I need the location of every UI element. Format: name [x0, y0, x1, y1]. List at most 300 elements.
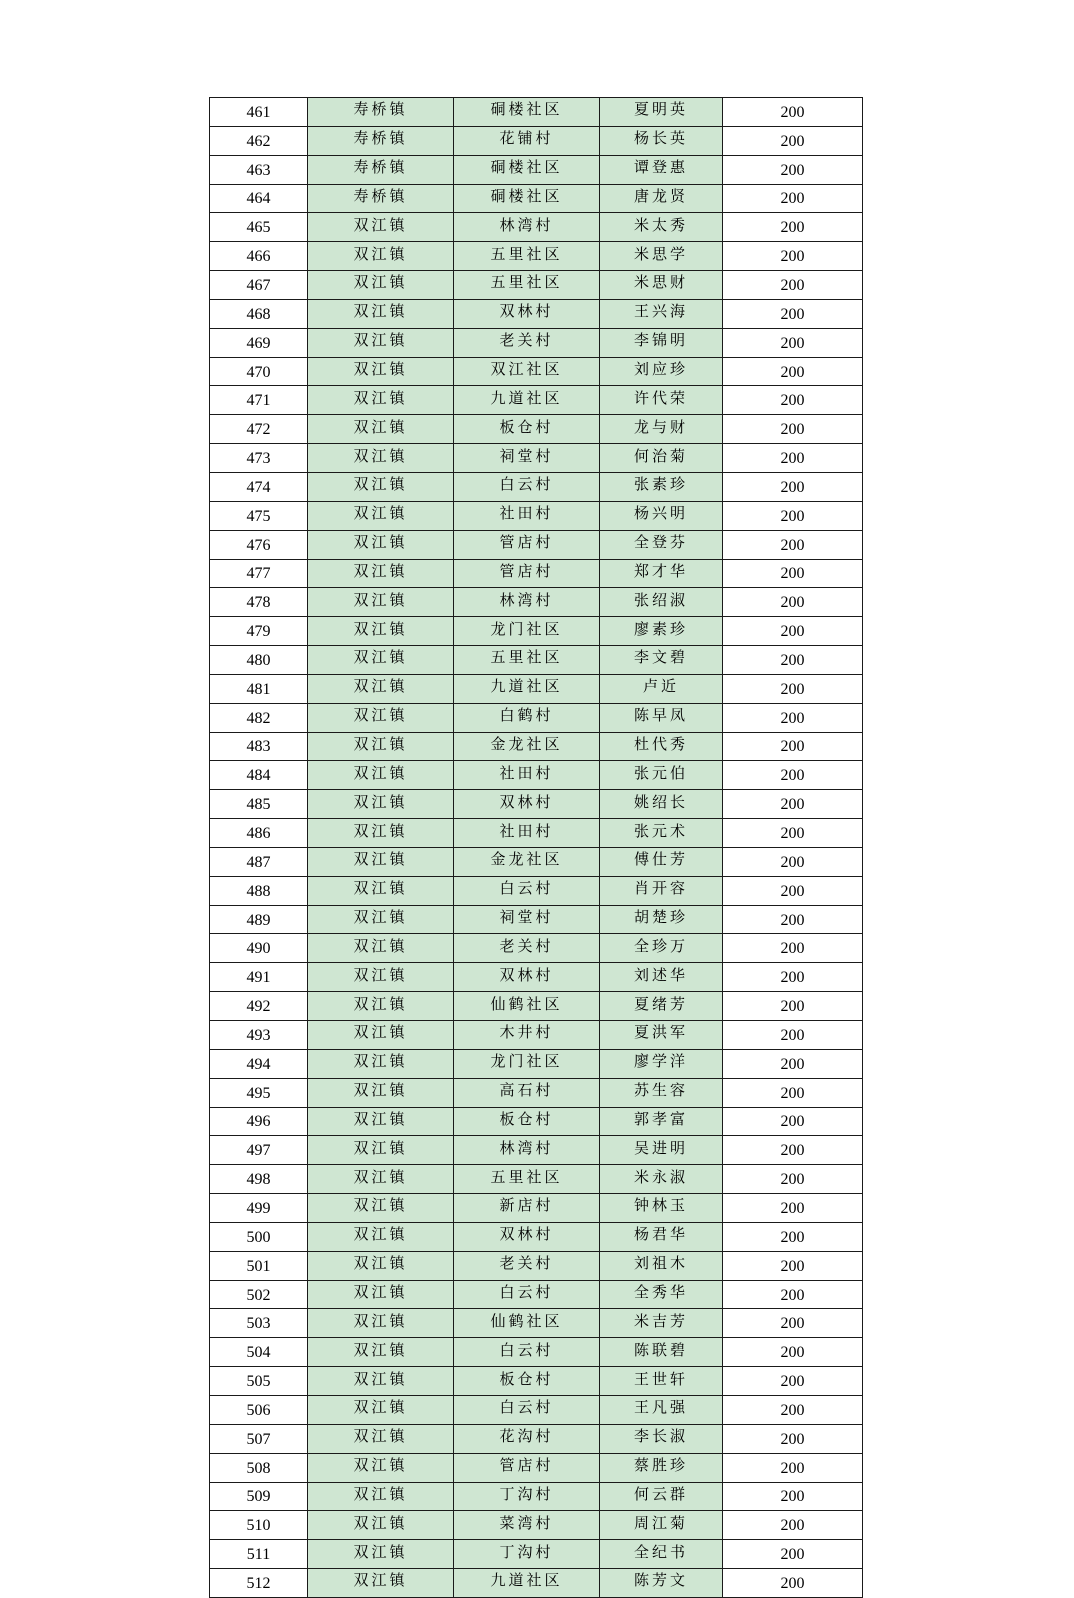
name-cell: 肖开容	[600, 876, 723, 905]
row-number-cell: 504	[210, 1338, 308, 1367]
amount-cell: 200	[723, 242, 863, 271]
village-cell: 仙鹤社区	[454, 1309, 600, 1338]
amount-cell: 200	[723, 1049, 863, 1078]
amount-cell: 200	[723, 1194, 863, 1223]
row-number-cell: 477	[210, 559, 308, 588]
village-cell: 花沟村	[454, 1424, 600, 1453]
table-row	[210, 184, 863, 213]
table-row	[210, 328, 863, 357]
row-number-cell: 511	[210, 1540, 308, 1569]
amount-cell: 200	[723, 328, 863, 357]
row-number-cell: 476	[210, 530, 308, 559]
table-row	[210, 1482, 863, 1511]
village-cell: 双江社区	[454, 357, 600, 386]
table-row	[210, 1453, 863, 1482]
name-cell: 夏洪军	[600, 1021, 723, 1050]
town-cell: 双江镇	[308, 1569, 454, 1598]
name-cell: 米吉芳	[600, 1309, 723, 1338]
amount-cell: 200	[723, 1511, 863, 1540]
town-cell: 双江镇	[308, 1453, 454, 1482]
row-number-cell: 474	[210, 472, 308, 501]
village-cell: 社田村	[454, 761, 600, 790]
town-cell: 双江镇	[308, 530, 454, 559]
town-cell: 双江镇	[308, 559, 454, 588]
name-cell: 郑才华	[600, 559, 723, 588]
amount-cell: 200	[723, 617, 863, 646]
town-cell: 寿桥镇	[308, 98, 454, 127]
table-row	[210, 617, 863, 646]
town-cell: 双江镇	[308, 1395, 454, 1424]
town-cell: 双江镇	[308, 357, 454, 386]
village-cell: 菜湾村	[454, 1511, 600, 1540]
table-row	[210, 501, 863, 530]
table-row	[210, 1424, 863, 1453]
table-row	[210, 646, 863, 675]
table-row	[210, 703, 863, 732]
village-cell: 祠堂村	[454, 444, 600, 473]
amount-cell: 200	[723, 732, 863, 761]
name-cell: 全纪书	[600, 1540, 723, 1569]
row-number-cell: 473	[210, 444, 308, 473]
name-cell: 全登芬	[600, 530, 723, 559]
town-cell: 双江镇	[308, 1540, 454, 1569]
name-cell: 全珍万	[600, 934, 723, 963]
row-number-cell: 483	[210, 732, 308, 761]
amount-cell: 200	[723, 415, 863, 444]
village-cell: 九道社区	[454, 1569, 600, 1598]
name-cell: 许代荣	[600, 386, 723, 415]
name-cell: 周江菊	[600, 1511, 723, 1540]
table-row	[210, 271, 863, 300]
row-number-cell: 472	[210, 415, 308, 444]
table-row	[210, 155, 863, 184]
amount-cell: 200	[723, 1222, 863, 1251]
table-row	[210, 790, 863, 819]
name-cell: 王世轩	[600, 1367, 723, 1396]
name-cell: 张元伯	[600, 761, 723, 790]
name-cell: 郭孝富	[600, 1107, 723, 1136]
village-cell: 木井村	[454, 1021, 600, 1050]
town-cell: 双江镇	[308, 963, 454, 992]
village-cell: 祠堂村	[454, 905, 600, 934]
village-cell: 老关村	[454, 934, 600, 963]
village-cell: 金龙社区	[454, 732, 600, 761]
name-cell: 傅仕芳	[600, 847, 723, 876]
name-cell: 何云群	[600, 1482, 723, 1511]
town-cell: 寿桥镇	[308, 184, 454, 213]
village-cell: 丁沟村	[454, 1540, 600, 1569]
row-number-cell: 512	[210, 1569, 308, 1598]
town-cell: 双江镇	[308, 1165, 454, 1194]
village-cell: 九道社区	[454, 386, 600, 415]
amount-cell: 200	[723, 876, 863, 905]
town-cell: 双江镇	[308, 847, 454, 876]
town-cell: 双江镇	[308, 905, 454, 934]
row-number-cell: 461	[210, 98, 308, 127]
amount-cell: 200	[723, 1165, 863, 1194]
village-cell: 双林村	[454, 1222, 600, 1251]
row-number-cell: 495	[210, 1078, 308, 1107]
row-number-cell: 482	[210, 703, 308, 732]
row-number-cell: 462	[210, 126, 308, 155]
amount-cell: 200	[723, 126, 863, 155]
village-cell: 白鹤村	[454, 703, 600, 732]
row-number-cell: 506	[210, 1395, 308, 1424]
village-cell: 老关村	[454, 1251, 600, 1280]
table-row	[210, 1569, 863, 1598]
amount-cell: 200	[723, 790, 863, 819]
amount-cell: 200	[723, 1453, 863, 1482]
village-cell: 管店村	[454, 1453, 600, 1482]
amount-cell: 200	[723, 444, 863, 473]
town-cell: 双江镇	[308, 992, 454, 1021]
table-row	[210, 1251, 863, 1280]
town-cell: 双江镇	[308, 271, 454, 300]
name-cell: 龙与财	[600, 415, 723, 444]
amount-cell: 200	[723, 299, 863, 328]
amount-cell: 200	[723, 905, 863, 934]
table-row	[210, 819, 863, 848]
amount-cell: 200	[723, 357, 863, 386]
row-number-cell: 494	[210, 1049, 308, 1078]
row-number-cell: 470	[210, 357, 308, 386]
name-cell: 张素珍	[600, 472, 723, 501]
village-cell: 林湾村	[454, 588, 600, 617]
row-number-cell: 486	[210, 819, 308, 848]
row-number-cell: 465	[210, 213, 308, 242]
amount-cell: 200	[723, 1280, 863, 1309]
row-number-cell: 463	[210, 155, 308, 184]
amount-cell: 200	[723, 934, 863, 963]
village-cell: 白云村	[454, 472, 600, 501]
row-number-cell: 484	[210, 761, 308, 790]
table-row	[210, 1395, 863, 1424]
amount-cell: 200	[723, 1482, 863, 1511]
row-number-cell: 491	[210, 963, 308, 992]
table-row	[210, 530, 863, 559]
name-cell: 钟林玉	[600, 1194, 723, 1223]
village-cell: 新店村	[454, 1194, 600, 1223]
town-cell: 双江镇	[308, 386, 454, 415]
town-cell: 双江镇	[308, 1078, 454, 1107]
amount-cell: 200	[723, 703, 863, 732]
table-row	[210, 1309, 863, 1338]
row-number-cell: 487	[210, 847, 308, 876]
name-cell: 杨长英	[600, 126, 723, 155]
row-number-cell: 492	[210, 992, 308, 1021]
table-row	[210, 559, 863, 588]
row-number-cell: 498	[210, 1165, 308, 1194]
name-cell: 陈芳文	[600, 1569, 723, 1598]
name-cell: 米太秀	[600, 213, 723, 242]
table-row	[210, 357, 863, 386]
row-number-cell: 496	[210, 1107, 308, 1136]
town-cell: 双江镇	[308, 790, 454, 819]
town-cell: 双江镇	[308, 1049, 454, 1078]
village-cell: 硐楼社区	[454, 155, 600, 184]
town-cell: 双江镇	[308, 1194, 454, 1223]
table-row	[210, 472, 863, 501]
name-cell: 张绍淑	[600, 588, 723, 617]
amount-cell: 200	[723, 819, 863, 848]
table-row	[210, 213, 863, 242]
row-number-cell: 510	[210, 1511, 308, 1540]
table-row	[210, 963, 863, 992]
town-cell: 双江镇	[308, 1251, 454, 1280]
town-cell: 双江镇	[308, 213, 454, 242]
row-number-cell: 469	[210, 328, 308, 357]
name-cell: 杜代秀	[600, 732, 723, 761]
town-cell: 双江镇	[308, 1021, 454, 1050]
town-cell: 寿桥镇	[308, 155, 454, 184]
village-cell: 板仓村	[454, 1107, 600, 1136]
table-row	[210, 415, 863, 444]
town-cell: 双江镇	[308, 588, 454, 617]
table-row	[210, 444, 863, 473]
town-cell: 双江镇	[308, 819, 454, 848]
row-number-cell: 489	[210, 905, 308, 934]
table-row	[210, 588, 863, 617]
name-cell: 廖素珍	[600, 617, 723, 646]
table-row	[210, 1078, 863, 1107]
name-cell: 胡楚珍	[600, 905, 723, 934]
row-number-cell: 466	[210, 242, 308, 271]
village-cell: 社田村	[454, 501, 600, 530]
village-cell: 丁沟村	[454, 1482, 600, 1511]
amount-cell: 200	[723, 1395, 863, 1424]
amount-cell: 200	[723, 184, 863, 213]
table-row	[210, 992, 863, 1021]
name-cell: 陈联碧	[600, 1338, 723, 1367]
row-number-cell: 478	[210, 588, 308, 617]
amount-cell: 200	[723, 1569, 863, 1598]
name-cell: 何治菊	[600, 444, 723, 473]
village-cell: 板仓村	[454, 1367, 600, 1396]
row-number-cell: 471	[210, 386, 308, 415]
row-number-cell: 475	[210, 501, 308, 530]
row-number-cell: 485	[210, 790, 308, 819]
amount-cell: 200	[723, 761, 863, 790]
name-cell: 米永淑	[600, 1165, 723, 1194]
town-cell: 双江镇	[308, 1107, 454, 1136]
table-row	[210, 1511, 863, 1540]
amount-cell: 200	[723, 213, 863, 242]
table-row	[210, 386, 863, 415]
table-row	[210, 1280, 863, 1309]
town-cell: 双江镇	[308, 674, 454, 703]
town-cell: 双江镇	[308, 646, 454, 675]
name-cell: 刘祖木	[600, 1251, 723, 1280]
row-number-cell: 464	[210, 184, 308, 213]
row-number-cell: 497	[210, 1136, 308, 1165]
table-row	[210, 299, 863, 328]
name-cell: 王凡强	[600, 1395, 723, 1424]
amount-cell: 200	[723, 963, 863, 992]
row-number-cell: 501	[210, 1251, 308, 1280]
table-row	[210, 934, 863, 963]
amount-cell: 200	[723, 992, 863, 1021]
row-number-cell: 479	[210, 617, 308, 646]
amount-cell: 200	[723, 1021, 863, 1050]
amount-cell: 200	[723, 1136, 863, 1165]
village-cell: 板仓村	[454, 415, 600, 444]
table-row	[210, 126, 863, 155]
name-cell: 全秀华	[600, 1280, 723, 1309]
village-cell: 林湾村	[454, 213, 600, 242]
town-cell: 双江镇	[308, 444, 454, 473]
name-cell: 张元术	[600, 819, 723, 848]
amount-cell: 200	[723, 501, 863, 530]
name-cell: 陈早凤	[600, 703, 723, 732]
village-cell: 白云村	[454, 1280, 600, 1309]
name-cell: 谭登惠	[600, 155, 723, 184]
table-row	[210, 1021, 863, 1050]
village-cell: 五里社区	[454, 1165, 600, 1194]
village-cell: 硐楼社区	[454, 98, 600, 127]
name-cell: 米思财	[600, 271, 723, 300]
village-cell: 高石村	[454, 1078, 600, 1107]
village-cell: 五里社区	[454, 271, 600, 300]
table-row	[210, 761, 863, 790]
village-cell: 五里社区	[454, 242, 600, 271]
name-cell: 刘应珍	[600, 357, 723, 386]
table-row	[210, 1165, 863, 1194]
row-number-cell: 509	[210, 1482, 308, 1511]
town-cell: 双江镇	[308, 1424, 454, 1453]
row-number-cell: 481	[210, 674, 308, 703]
data-table	[209, 97, 863, 1598]
table-row	[210, 905, 863, 934]
name-cell: 刘述华	[600, 963, 723, 992]
town-cell: 双江镇	[308, 876, 454, 905]
name-cell: 米思学	[600, 242, 723, 271]
name-cell: 夏绪芳	[600, 992, 723, 1021]
village-cell: 管店村	[454, 559, 600, 588]
amount-cell: 200	[723, 1367, 863, 1396]
town-cell: 双江镇	[308, 934, 454, 963]
village-cell: 硐楼社区	[454, 184, 600, 213]
town-cell: 双江镇	[308, 1367, 454, 1396]
amount-cell: 200	[723, 1540, 863, 1569]
row-number-cell: 468	[210, 299, 308, 328]
town-cell: 双江镇	[308, 732, 454, 761]
name-cell: 李锦明	[600, 328, 723, 357]
village-cell: 五里社区	[454, 646, 600, 675]
name-cell: 王兴海	[600, 299, 723, 328]
row-number-cell: 507	[210, 1424, 308, 1453]
name-cell: 李长淑	[600, 1424, 723, 1453]
name-cell: 吴进明	[600, 1136, 723, 1165]
village-cell: 龙门社区	[454, 617, 600, 646]
row-number-cell: 467	[210, 271, 308, 300]
table-row	[210, 1136, 863, 1165]
table-row	[210, 1107, 863, 1136]
town-cell: 双江镇	[308, 1280, 454, 1309]
town-cell: 双江镇	[308, 328, 454, 357]
amount-cell: 200	[723, 530, 863, 559]
row-number-cell: 505	[210, 1367, 308, 1396]
town-cell: 双江镇	[308, 1338, 454, 1367]
town-cell: 双江镇	[308, 1511, 454, 1540]
amount-cell: 200	[723, 674, 863, 703]
name-cell: 苏生容	[600, 1078, 723, 1107]
amount-cell: 200	[723, 1078, 863, 1107]
village-cell: 双林村	[454, 790, 600, 819]
row-number-cell: 488	[210, 876, 308, 905]
village-cell: 社田村	[454, 819, 600, 848]
town-cell: 寿桥镇	[308, 126, 454, 155]
village-cell: 林湾村	[454, 1136, 600, 1165]
village-cell: 老关村	[454, 328, 600, 357]
row-number-cell: 490	[210, 934, 308, 963]
amount-cell: 200	[723, 1251, 863, 1280]
town-cell: 双江镇	[308, 761, 454, 790]
amount-cell: 200	[723, 1107, 863, 1136]
row-number-cell: 502	[210, 1280, 308, 1309]
table-row	[210, 674, 863, 703]
table-row	[210, 1540, 863, 1569]
town-cell: 双江镇	[308, 415, 454, 444]
table-row	[210, 732, 863, 761]
village-cell: 白云村	[454, 1395, 600, 1424]
amount-cell: 200	[723, 155, 863, 184]
table-row	[210, 1222, 863, 1251]
row-number-cell: 500	[210, 1222, 308, 1251]
amount-cell: 200	[723, 588, 863, 617]
table-body	[210, 98, 863, 1598]
table-row	[210, 1049, 863, 1078]
name-cell: 夏明英	[600, 98, 723, 127]
town-cell: 双江镇	[308, 472, 454, 501]
name-cell: 廖学洋	[600, 1049, 723, 1078]
table-row	[210, 242, 863, 271]
amount-cell: 200	[723, 559, 863, 588]
row-number-cell: 480	[210, 646, 308, 675]
row-number-cell: 508	[210, 1453, 308, 1482]
village-cell: 九道社区	[454, 674, 600, 703]
village-cell: 双林村	[454, 963, 600, 992]
town-cell: 双江镇	[308, 1136, 454, 1165]
table-row	[210, 98, 863, 127]
village-cell: 白云村	[454, 1338, 600, 1367]
town-cell: 双江镇	[308, 1222, 454, 1251]
table-row	[210, 847, 863, 876]
town-cell: 双江镇	[308, 1309, 454, 1338]
amount-cell: 200	[723, 386, 863, 415]
amount-cell: 200	[723, 1338, 863, 1367]
row-number-cell: 493	[210, 1021, 308, 1050]
town-cell: 双江镇	[308, 703, 454, 732]
table-row	[210, 1338, 863, 1367]
amount-cell: 200	[723, 646, 863, 675]
name-cell: 杨君华	[600, 1222, 723, 1251]
village-cell: 管店村	[454, 530, 600, 559]
town-cell: 双江镇	[308, 299, 454, 328]
table-row	[210, 1194, 863, 1223]
village-cell: 仙鹤社区	[454, 992, 600, 1021]
village-cell: 白云村	[454, 876, 600, 905]
row-number-cell: 503	[210, 1309, 308, 1338]
amount-cell: 200	[723, 847, 863, 876]
table-row	[210, 876, 863, 905]
town-cell: 双江镇	[308, 1482, 454, 1511]
village-cell: 金龙社区	[454, 847, 600, 876]
village-cell: 龙门社区	[454, 1049, 600, 1078]
village-cell: 双林村	[454, 299, 600, 328]
amount-cell: 200	[723, 1424, 863, 1453]
table-row	[210, 1367, 863, 1396]
row-number-cell: 499	[210, 1194, 308, 1223]
